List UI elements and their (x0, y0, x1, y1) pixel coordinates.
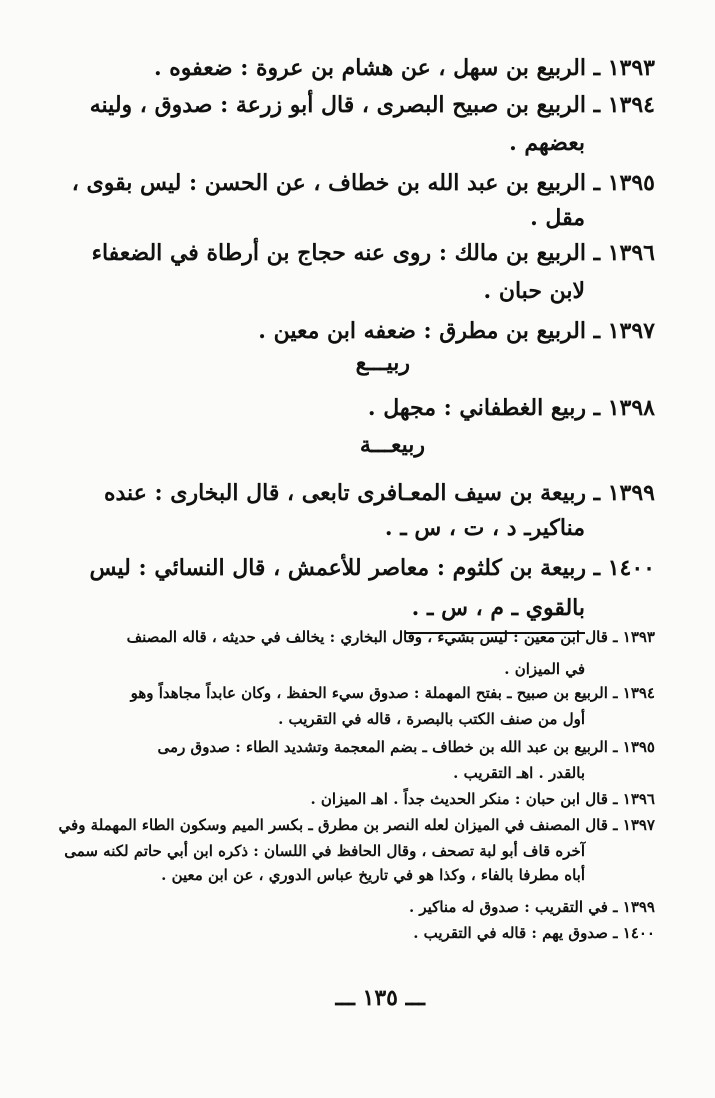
footnote-1394-line-2: أول من صنف الكتب بالبصرة ، قاله في التقريب . (278, 710, 585, 728)
footnote-1400: ١٤٠٠ ـ صدوق يهم : قاله في التقريب . (413, 924, 655, 942)
footnote-1397-line-2: آخره قاف أبو لبة تصحف ، وقال الحافظ في اللسان : ذكره ابن أبي حاتم لكنه سمى (64, 842, 585, 860)
entry-1399-line-1: ١٣٩٩ ـ ربيعة بن سيف المعـافرى تابعى ، قال البخارى : عنده (103, 480, 655, 506)
footnote-1394-line-1: ١٣٩٤ ـ الربيع بن صبيح ـ بفتح المهملة : صدوق سيء الحفظ ، وكان عابداً مجاهداً وهو (130, 684, 655, 702)
footnote-1393-line-2: في الميزان . (504, 660, 585, 678)
entry-1397-line-1: ١٣٩٧ ـ الربيع بن مطرق : ضعفه ابن معين . (258, 318, 655, 344)
entry-1394-line-1: ١٣٩٤ ـ الربيع بن صبيح البصرى ، قال أبو زرعة : صدوق ، ولينه (89, 92, 655, 118)
footnote-1397-line-3: أباه مطرفا بالفاء ، وكذا هو في تاريخ عباس الدوري ، عن ابن معين . (161, 866, 585, 884)
page-number: ـــ ١٣٥ ـــ (335, 985, 425, 1011)
entry-1400-line-1: ١٤٠٠ ـ ربيعة بن كلثوم : معاصر للأعمش ، قال النسائي : ليس (89, 555, 655, 581)
footnote-1395-line-1: ١٣٩٥ ـ الربيع بن عبد الله بن خطاف ـ بضم المعجمة وتشديد الطاء : صدوق رمى (157, 738, 655, 756)
entry-1399-line-2: مناكيرـ د ، ت ، س ـ . (384, 515, 585, 541)
entry-1395-line-2: مقل . (530, 205, 585, 231)
section-heading-rabia: ربيعـــة (359, 432, 425, 458)
entry-1395-line-1: ١٣٩٥ ـ الربيع بن عبد الله بن خطاف ، عن الحسن : ليس بقوى ، (71, 170, 655, 196)
footnote-1396: ١٣٩٦ ـ قال ابن حبان : منكر الحديث جداً . اهـ الميزان . (310, 790, 655, 808)
entry-1394-line-2: بعضهم . (509, 130, 585, 156)
entry-1393-line-1: ١٣٩٣ ـ الربيع بن سهل ، عن هشام بن عروة : ضعفوه . (153, 55, 655, 81)
entry-1396-line-2: لابن حبان . (483, 278, 585, 304)
entry-1396-line-1: ١٣٩٦ ـ الربيع بن مالك : روى عنه حجاج بن أرطاة في الضعفاء (91, 240, 655, 266)
footnote-1393-line-1: ١٣٩٣ ـ قال ابن معين : ليس بشيء ، وقال البخاري : يخالف في حديثه ، قاله المصنف (126, 628, 655, 646)
section-heading-rabi: ربيـــع (355, 350, 410, 376)
footnote-1395-line-2: بالقدر . اهـ التقريب . (453, 764, 585, 782)
entry-1400-line-2: بالقوي ـ م ، س ـ . (411, 595, 585, 621)
footnote-1397-line-1: ١٣٩٧ ـ قال المصنف في الميزان لعله النصر بن مطرق ـ بكسر الميم وسكون الطاء المهملة وفي (58, 816, 655, 834)
entry-1398: ١٣٩٨ ـ ربيع الغطفاني : مجهل . (367, 395, 655, 421)
footnote-1399: ١٣٩٩ ـ في التقريب : صدوق له مناكير . (408, 898, 655, 916)
